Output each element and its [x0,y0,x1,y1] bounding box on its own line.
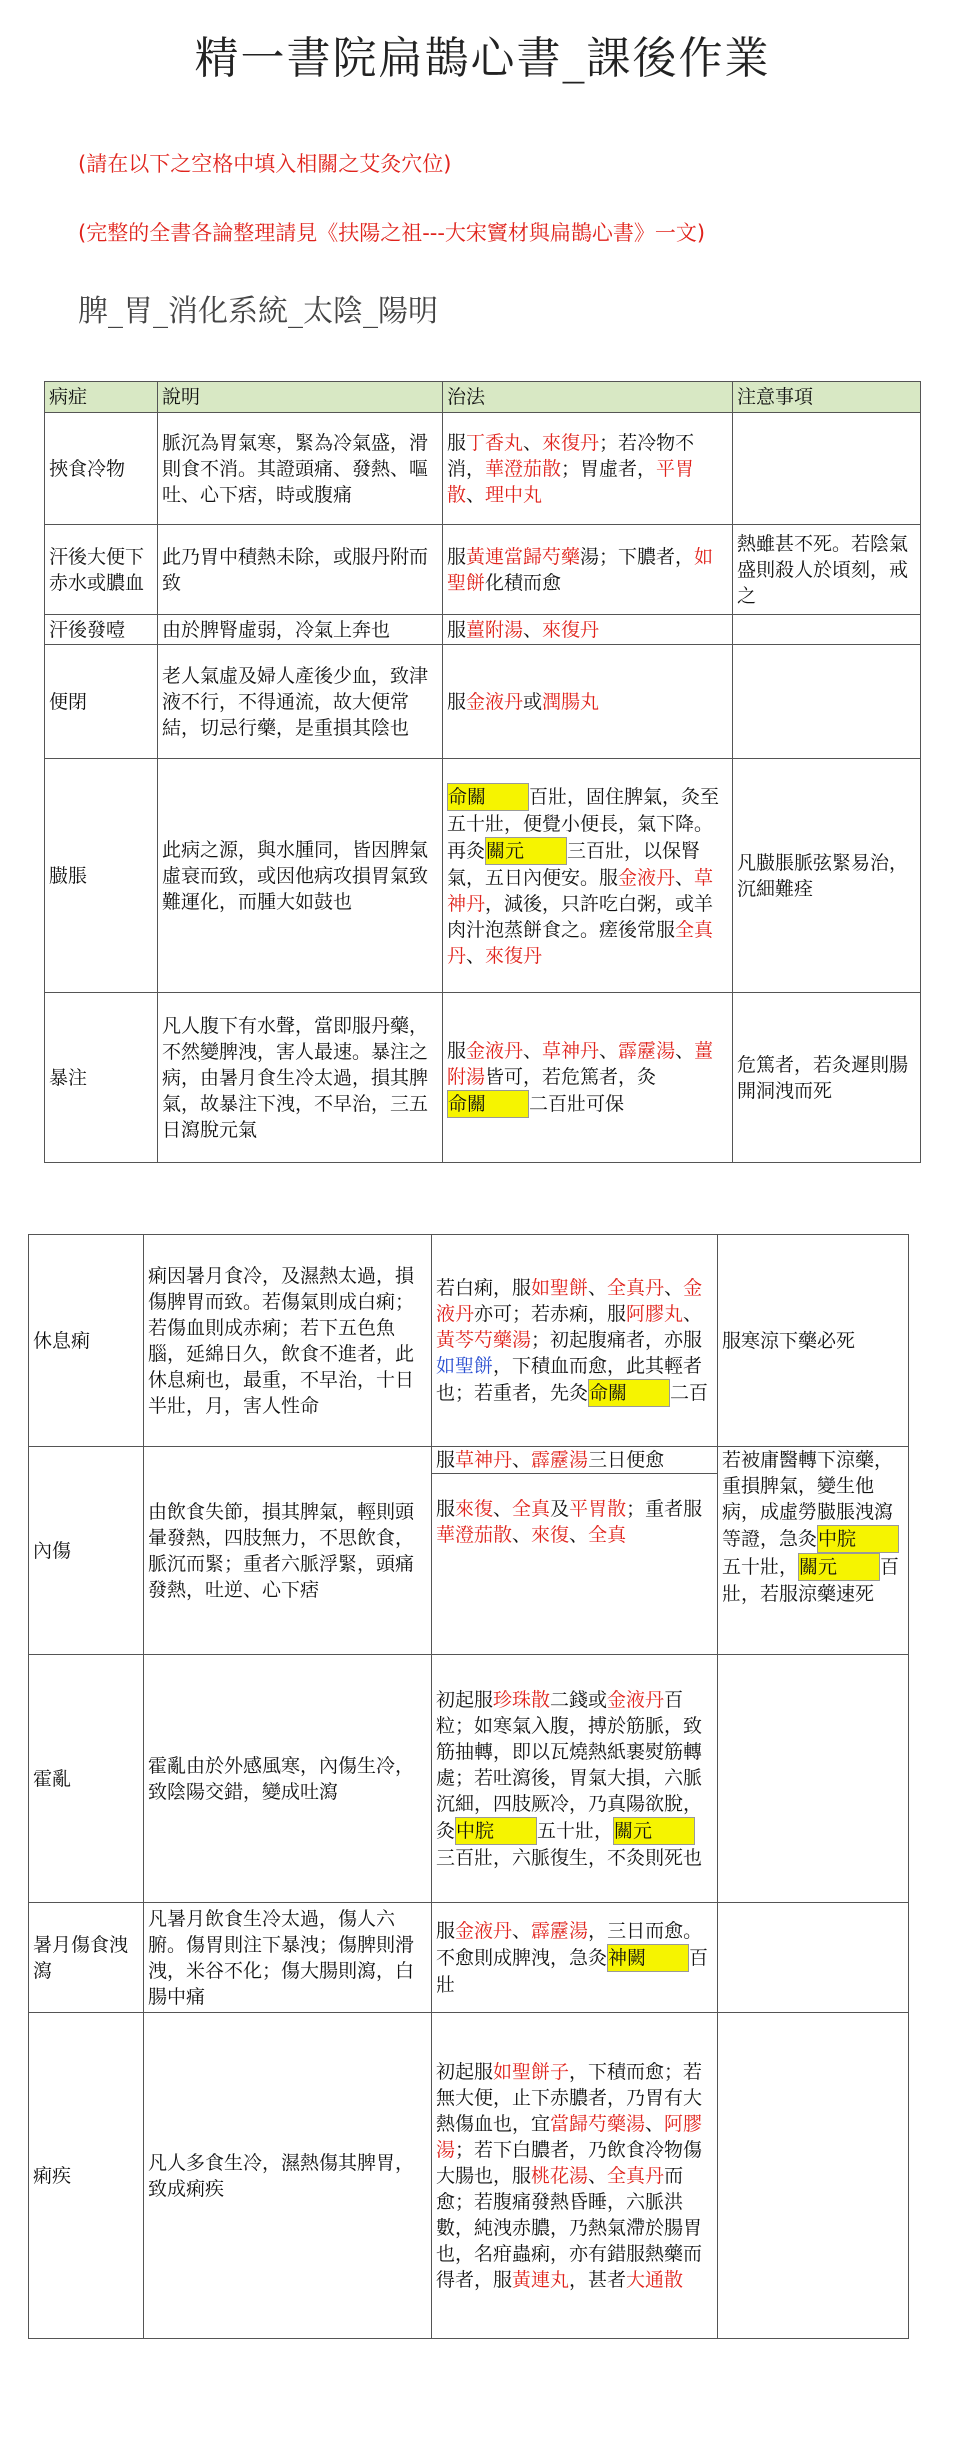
acupoint-blank: 命關 [588,1379,670,1407]
notes-cell: 若被庸醫轉下涼藥，重損脾氣，變生他病，成虛勞臌脹洩瀉等證，急灸中脘五十壯，關元 百壯，若服涼藥速死 [718,1447,909,1655]
treatment-cell: 服金液丹、草神丹、霹靂湯、薑附湯皆可，若危篤者，灸命關 二百壯可保 [443,993,733,1163]
table-row [45,993,921,1163]
treatment-cell: 初起服珍珠散二錢或金液丹百粒；如寒氣入腹，搏於筋脈，致筋抽轉，即以瓦燒熱紙裹熨筋轉處；若吐瀉後，胃氣大損，六脈沉細，四肢厥冷，乃真陽欲脫，灸中脘 五十壯，關元三百壯，六脈復生，不灸則死也 [432,1655,718,1903]
disease-cell: 痢疾 [29,2013,144,2339]
description-cell: 老人氣虛及婦人產後少血，致津液不行，不得通流，故大便常結，切忌行藥，是重損其陰也 [158,645,443,759]
treatment-cell: 服丁香丸、來復丹；若冷物不消，華澄茄散；胃虛者，平胃散、理中丸 [443,413,733,525]
section-heading: 脾_胃_消化系統_太陰_陽明 [78,294,438,329]
header-description: 說明 [158,382,443,413]
description-cell: 凡人多食生冷，濕熱傷其脾胃，致成痢疾 [144,2013,432,2339]
description-cell: 此乃胃中積熱未除，或服丹附而致 [158,525,443,615]
table-row [29,1235,909,1447]
notes-cell: 服寒涼下藥必死 [718,1235,909,1447]
table-row [29,1655,909,1903]
treatment-table-2 [28,1234,909,2339]
table-header-row [45,382,921,413]
page-title: 精一書院扁鵲心書_課後作業 [194,33,771,84]
acupoint-blank: 中脘 [455,1817,537,1845]
description-cell: 凡人腹下有水聲，當即服丹藥，不然變脾洩，害人最速。暴注之病，由暑月食生冷太過，損其脾氣，故暴注下洩，不早治，三五日瀉脫元氣 [158,993,443,1163]
table-row [45,615,921,645]
treatment-cell: 服金液丹、霹靂湯，三日而愈。不愈則成脾洩，急灸神闕 百壯 [432,1903,718,2013]
treatment-cell: 服草神丹、霹靂湯三日便愈 服來復、全真及平胃散；重者服華澄茄散、來復、全真 [432,1447,718,1655]
description-cell: 凡暑月飲食生冷太過，傷人六腑。傷胃則注下暴洩；傷脾則滑洩，米谷不化；傷大腸則瀉，白腸中痛 [144,1903,432,2013]
disease-cell: 霍亂 [29,1655,144,1903]
description-cell: 由於脾腎虛弱，冷氣上奔也 [158,615,443,645]
disease-cell: 便閉 [45,645,158,759]
disease-cell: 挾食冷物 [45,413,158,525]
acupoint-blank: 關元 [485,837,567,865]
disease-cell: 汗後發噎 [45,615,158,645]
notes-cell: 危篤者，若灸遲則腸開洞洩而死 [733,993,921,1163]
treatment-cell: 服金液丹或潤腸丸 [443,645,733,759]
disease-cell: 暴注 [45,993,158,1163]
disease-cell: 汗後大便下赤水或膿血 [45,525,158,615]
description-cell: 霍亂由於外感風寒，內傷生冷，致陰陽交錯，變成吐瀉 [144,1655,432,1903]
disease-cell: 暑月傷食洩瀉 [29,1903,144,2013]
description-cell: 痢因暑月食冷，及濕熱太過，損傷脾胃而致。若傷氣則成白痢；若傷血則成赤痢；若下五色魚腦，延綿日久，飲食不進者，此休息痢也，最重，不早治，十日半壯，月，害人性命 [144,1235,432,1447]
treatment-cell: 若白痢，服如聖餅、全真丹、金液丹亦可；若赤痢，服阿膠丸、黃芩芍藥湯；初起腹痛者，亦服如聖餅，下積血而愈，此其輕者也；若重者，先灸命關 二百 [432,1235,718,1447]
notes-cell: 熱雖甚不死。若陰氣盛則殺人於頃刻，戒之 [733,525,921,615]
table-row [45,525,921,615]
acupoint-blank: 命關 [447,783,529,811]
treatment-cell: 服薑附湯、來復丹 [443,615,733,645]
instruction-note: (請在以下之空格中填入相關之艾灸穴位) [78,152,452,176]
treatment-table-1 [44,381,921,1163]
treatment-cell: 命關 百壯，固住脾氣，灸至五十壯，便覺小便長，氣下降。再灸關元 三百壯，以保腎氣，五日內便安。服金液丹、草神丹，減後，只許吃白粥，或羊肉汁泡蒸餅食之。瘥後常服全真丹、來復丹 [443,759,733,993]
notes-cell [733,413,921,525]
notes-cell [733,645,921,759]
disease-cell: 內傷 [29,1447,144,1655]
table-row [29,1447,909,1655]
disease-cell: 休息痢 [29,1235,144,1447]
description-cell: 此病之源，與水腫同，皆因脾氣虛衰而致，或因他病攻損胃氣致難運化，而腫大如鼓也 [158,759,443,993]
header-notes: 注意事項 [733,382,921,413]
acupoint-blank: 關元 [613,1817,695,1845]
table-row [29,1903,909,2013]
description-cell: 脈沉為胃氣寒，緊為冷氣盛，滑則食不消。其證頭痛、發熱、嘔吐、心下痞，時或腹痛 [158,413,443,525]
treatment-cell: 服黃連當歸芍藥湯；下膿者，如聖餅化積而愈 [443,525,733,615]
acupoint-blank: 中脘 [817,1525,899,1553]
notes-cell [718,1903,909,2013]
reference-note: (完整的全書各論整理請見《扶陽之祖---大宋竇材與扁鵲心書》一文) [78,221,706,245]
disease-cell: 臌脹 [45,759,158,993]
notes-cell [733,615,921,645]
description-cell: 由飲食失節，損其脾氣，輕則頭暈發熱，四肢無力，不思飲食，脈沉而緊；重者六脈浮緊，頭痛發熱，吐逆、心下痞 [144,1447,432,1655]
header-disease: 病症 [45,382,158,413]
table-row [45,759,921,993]
notes-cell: 凡臌脹脈弦緊易治，沉細難痊 [733,759,921,993]
treatment-cell: 初起服如聖餅子，下積而愈；若無大便，止下赤膿者，乃胃有大熱傷血也，宜當歸芍藥湯、阿膠湯；若下白膿者，乃飲食冷物傷大腸也，服桃花湯、全真丹而愈；若腹痛發熱昏睡，六脈洪數，純洩赤膿，乃熱氣滯於腸胃也，名疳蟲痢，亦有錯服熱藥而得者，服黃連丸，甚者大通散 [432,2013,718,2339]
notes-cell [718,1655,909,1903]
notes-cell [718,2013,909,2339]
acupoint-blank: 關元 [798,1553,880,1581]
header-treatment: 治法 [443,382,733,413]
table-row [45,645,921,759]
table-row [45,413,921,525]
acupoint-blank: 命關 [447,1090,529,1118]
acupoint-blank: 神闕 [607,1944,689,1972]
table-row [29,2013,909,2339]
